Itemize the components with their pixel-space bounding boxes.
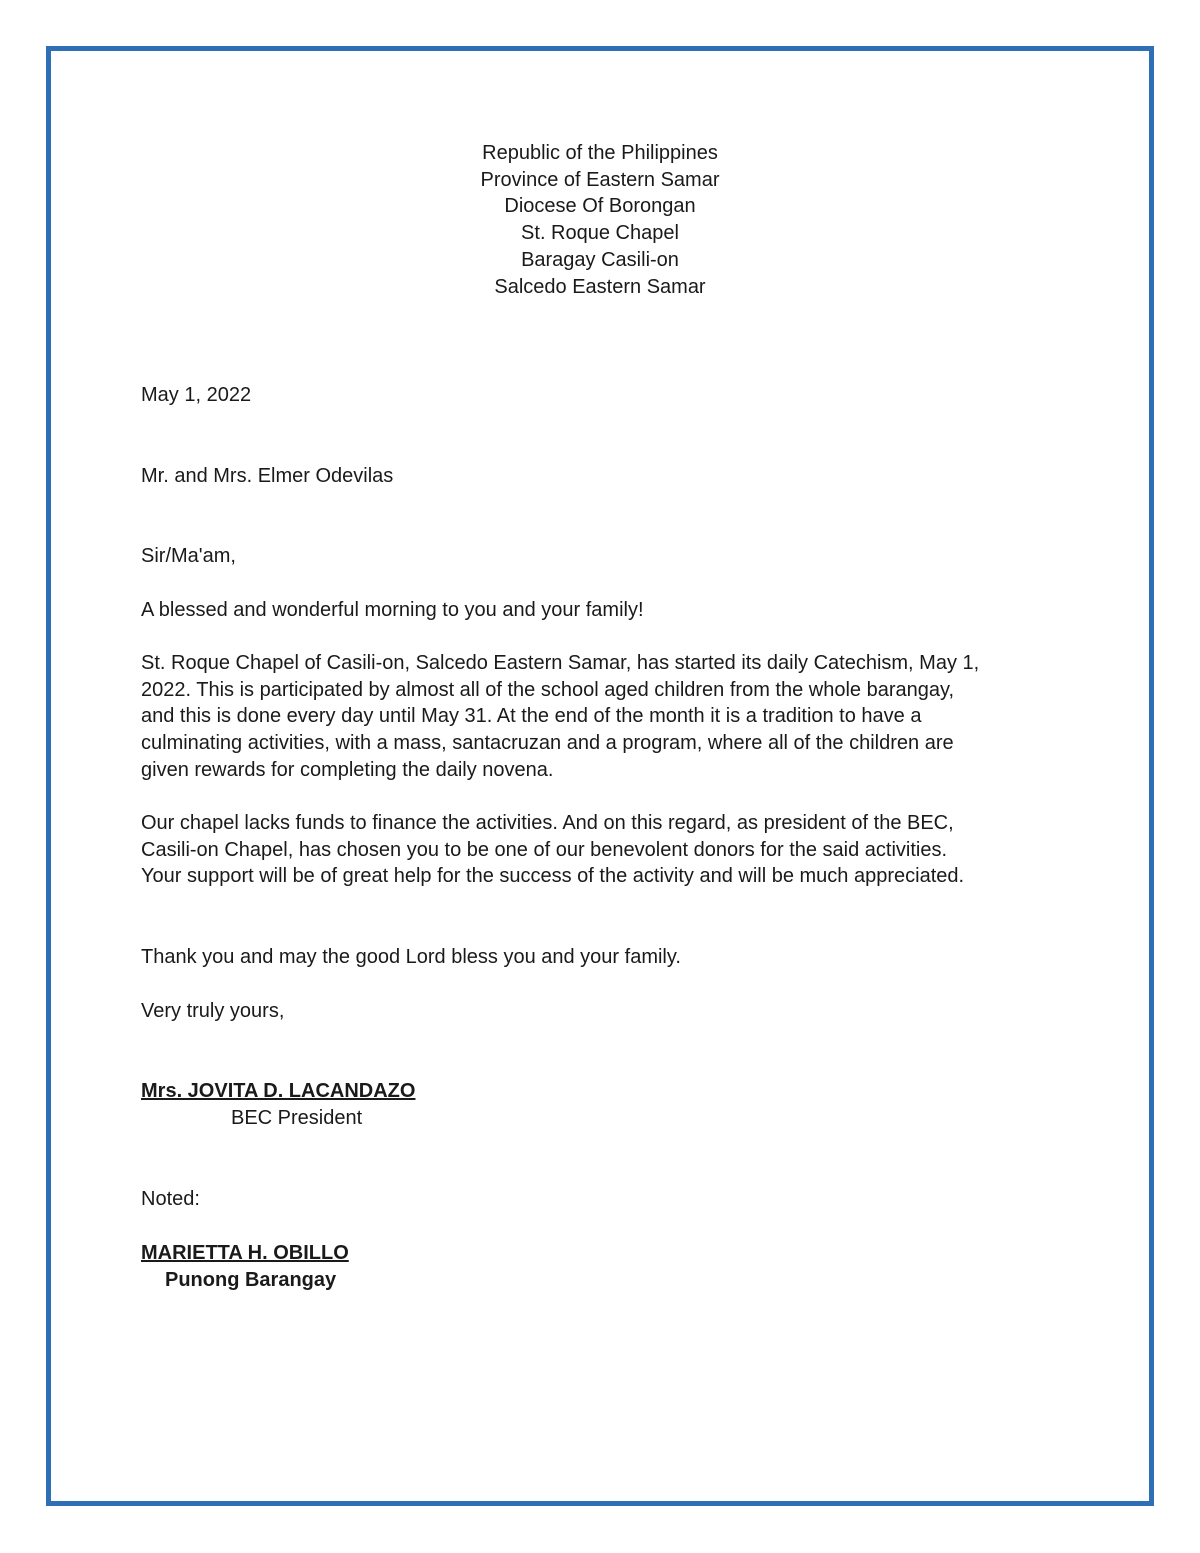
paragraph-line: and this is done every day until May 31. At the end of the month it is a tradition to have a — [141, 705, 922, 728]
signatory-title: BEC President — [231, 1107, 363, 1129]
recipient: Mr. and Mrs. Elmer Odevilas — [141, 465, 394, 487]
signatory-name: Mrs. JOVITA D. LACANDAZO — [141, 1080, 416, 1102]
paragraph-line: 2022. This is participated by almost all of the school aged children from the whole barangay, — [141, 678, 955, 701]
letterhead-line-diocese: Diocese Of Borongan — [504, 195, 696, 218]
paragraph-line: St. Roque Chapel of Casili-on, Salcedo Eastern Samar, has started its daily Catechism, May 1, — [141, 652, 980, 674]
letterhead-line-municipality: Salcedo Eastern Samar — [494, 275, 706, 298]
salutation: Sir/Ma'am, — [141, 545, 236, 567]
paragraph-line: Casili-on Chapel, has chosen you to be one of our benevolent donors for the said activities. — [141, 838, 948, 861]
letterhead-line-republic: Republic of the Philippines — [482, 142, 718, 164]
paragraph-line: culminating activities, with a mass, santacruzan and a program, where all of the children are — [141, 732, 954, 755]
body-paragraph-2 — [141, 810, 1061, 890]
body-paragraph-1 — [141, 650, 1061, 784]
letterhead-line-barangay: Baragay Casili-on — [521, 248, 679, 271]
closing: Very truly yours, — [141, 1000, 285, 1022]
letterhead-line-province: Province of Eastern Samar — [480, 168, 720, 191]
letterhead — [0, 140, 1200, 300]
paragraph-line: Your support will be of great help for the success of the activity and will be much appreciated. — [141, 865, 965, 888]
noted-label: Noted: — [141, 1188, 200, 1210]
thanks-line: Thank you and may the good Lord bless you and your family. — [141, 946, 681, 968]
noted-by-name: MARIETTA H. OBILLO — [141, 1242, 349, 1264]
paragraph-line: given rewards for completing the daily novena. — [141, 758, 554, 781]
letter-date: May 1, 2022 — [141, 384, 252, 406]
noted-by-title: Punong Barangay — [165, 1269, 337, 1291]
greeting: A blessed and wonderful morning to you and your family! — [141, 599, 644, 621]
letterhead-line-chapel: St. Roque Chapel — [521, 222, 679, 245]
paragraph-line: Our chapel lacks funds to finance the activities. And on this regard, as president of the BEC, — [141, 812, 954, 834]
